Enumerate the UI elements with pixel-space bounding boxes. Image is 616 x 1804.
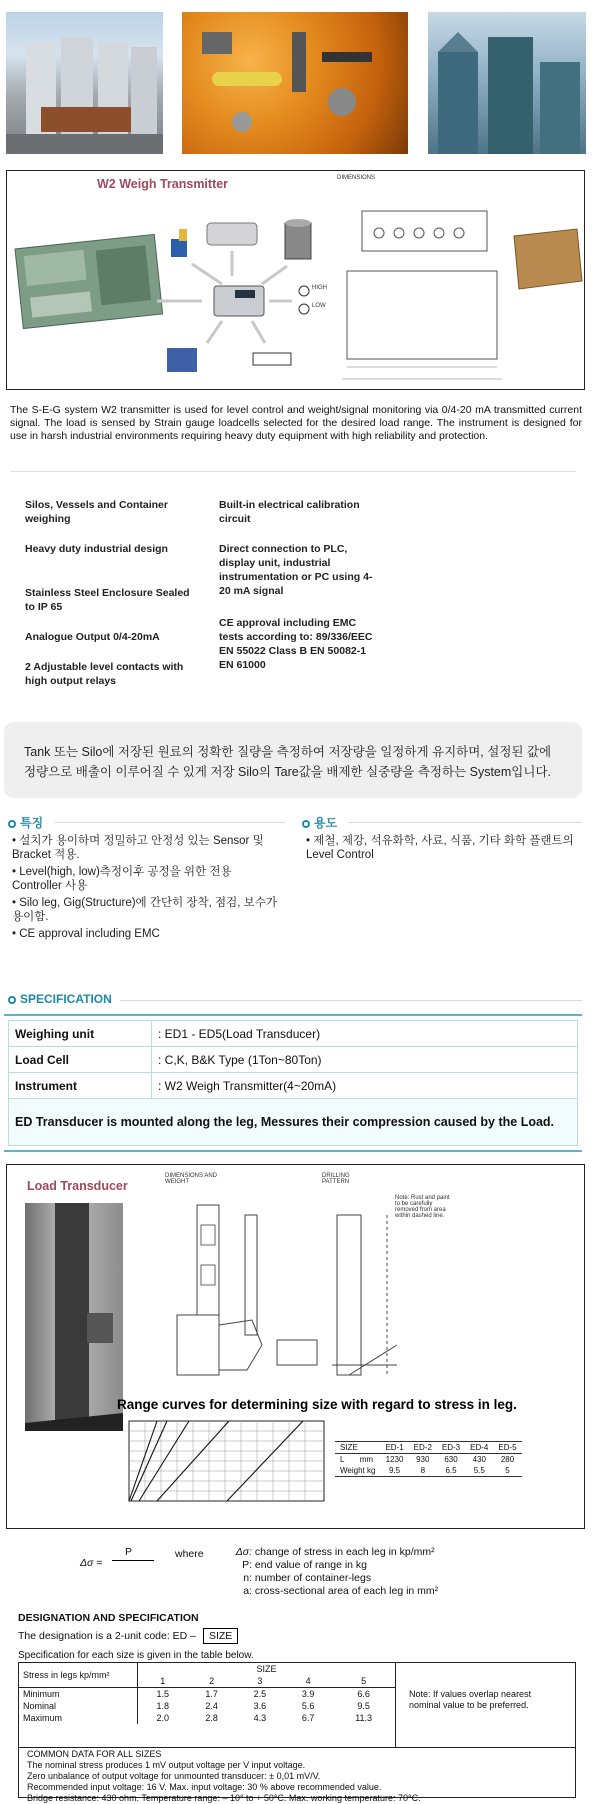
feature-list-right [219,498,379,672]
formula-lhs: Δσ = [80,1557,103,1569]
table-header: ED-2 [413,1443,432,1452]
formula-where: where [175,1548,204,1560]
stress-header: Stress in legs kp/mm² [19,1663,138,1688]
spec-panel [4,1014,582,1152]
spec-heading-text: SPECIFICATION [20,992,112,1006]
range-curves-title: Range curves for determining size with regard to stress in leg. [117,1397,517,1412]
designation-code [18,1628,238,1644]
table-cell: 6.5 [445,1466,457,1475]
table-cell: 630 [444,1455,458,1464]
table-row [9,1021,578,1047]
formula-fraction-line [112,1560,154,1561]
feature-item: Stainless Steel Enclosure Sealed to IP 65 [25,587,190,613]
formula-def-text: cross-sectional area of each leg in mm² [254,1585,439,1597]
table-header: ED-3 [441,1443,461,1452]
table-cell: 5 [505,1466,510,1475]
designation-table-box [18,1662,576,1803]
list-item-text: CE approval including EMC [19,928,160,940]
table-cell: 5.5 [473,1466,485,1475]
table-cell: 930 [416,1455,430,1464]
table-cell: 11.3 [355,1713,373,1723]
drilling-pattern-label: DRILLING PATTERN [322,1173,350,1185]
table-row [19,1700,395,1712]
dimensions-weight-label: DIMENSIONS AND WEIGHT [165,1173,218,1185]
features-heading-text: 특징 [20,816,44,830]
overlap-note: Note: If values overlap nearest nominal value to be preferred. [409,1689,532,1710]
list-item-text: 제철, 제강, 석유화학, 사료, 식품, 기타 화학 플랜트의 Level Control [306,835,574,861]
formula-def [230,1559,550,1572]
row-label: Nominal [19,1700,138,1712]
formula-symbol: P: [242,1559,252,1571]
formula-defs [230,1546,550,1598]
spec-heading [8,992,112,1006]
circle-bullet-icon [302,820,310,828]
table-cell: 8 [420,1466,426,1475]
size-col: 2 [209,1676,215,1686]
w2-diagram-frame [6,170,585,390]
dimensions-label: DIMENSIONS [337,175,376,181]
spec-value: : ED1 - ED5(Load Transducer) [152,1021,578,1047]
table-cell: L mm [340,1455,374,1464]
table-cell: 4.3 [253,1713,267,1723]
feature-item: Silos, Vessels and Container weighing [25,499,168,525]
list-item-text: 설치가 용이하며 정밀하고 안정성 있는 Sensor 및 Bracket 적용. [12,835,264,861]
size-col: 5 [361,1676,367,1686]
list-item: • 제철, 제강, 석유화학, 사료, 식품, 기타 화학 플랜트의 Level Control [306,835,574,861]
divider [348,822,582,823]
table-cell: 6.7 [301,1713,315,1723]
table-cell: 3.9 [301,1689,315,1699]
table-cell: 5.6 [301,1701,315,1711]
table-cell: 430 [472,1455,486,1464]
common-divider [19,1747,575,1748]
table-cell: 2.8 [205,1713,218,1723]
formula-numerator: P [125,1546,133,1558]
feature-list-left [25,498,195,688]
divider [55,822,285,823]
table-cell: 2.5 [253,1689,267,1699]
table-cell: 2.0 [156,1713,169,1723]
silo-photo [6,12,163,154]
formula-symbol: a: [243,1585,252,1597]
table-row [9,1099,578,1146]
table-cell: 9.5 [357,1701,370,1711]
row-label: Maximum [19,1712,138,1724]
uses-heading [302,814,337,831]
spec-key: Weighing unit [9,1021,152,1047]
table-header: ED-5 [498,1443,517,1452]
formula-symbol: n: [243,1572,252,1584]
yongdo-list [306,834,582,862]
table-cell: 6.6 [357,1689,370,1699]
size-header: SIZE [256,1664,277,1674]
drilling-note: Note: Rust and paint to be carefully removed from area within dashed line. [395,1195,450,1219]
features-heading [8,814,43,831]
formula-block [80,1543,580,1613]
formula-def-text: number of container-legs [254,1572,372,1584]
list-item-text: Silo leg, Gig(Structure)에 간단히 장착, 점검, 보수가 용이함. [12,897,277,923]
table-row [335,1465,522,1477]
list-item: • Silo leg, Gig(Structure)에 간단히 장착, 점검, 보수가 용이함. [12,897,277,923]
circle-bullet-icon [8,996,16,1004]
list-item: • Level(high, low)측정이후 공정을 위한 전용 Controller 사용 [12,866,232,892]
table-cell: 2.4 [205,1701,218,1711]
feature-item: Built-in electrical calibration circuit [219,499,360,525]
formula-def-text: change of stress in each leg in kp/mm² [254,1546,435,1558]
spec-key: Instrument [9,1073,152,1099]
table-cell: 3.6 [253,1701,267,1711]
formula-symbol: Δσ: [235,1546,252,1558]
formula-def [230,1585,550,1598]
common-line: Recommended input voltage: 16 V. Max. input voltage: 30 % above recommended value. [27,1782,382,1792]
table-row [19,1712,395,1724]
table-divider [395,1663,396,1747]
summary-text: Tank 또는 Silo에 저장된 원료의 정확한 질량을 측정하여 저장량을 일정하게 유지하며, 설정된 값에 정량으로 배출이 이루어질 수 있게 저장 Silo의 Tare값을 배제한 실중량을 측정하는 System입니다. [24,745,552,779]
tokjing-list [12,834,284,941]
circle-bullet-icon [8,820,16,828]
table-header: ED-1 [385,1443,404,1452]
table-row [19,1663,395,1675]
summary-box [4,722,582,798]
w2-title: W2 Weigh Transmitter [97,177,229,191]
list-item-text: Level(high, low)측정이후 공정을 위한 전용 Controller 사용 [12,866,232,892]
feature-item: CE approval including EMC tests according to: 89/336/EEC EN 55022 Class B EN 50082-1 EN 61000 [219,617,373,671]
table-cell: 1230 [385,1455,404,1464]
table-cell: Weight kg [340,1466,376,1475]
common-line: Bridge resistance: 430 ohm. Temperature range: – 10° to + 50°C. Max. working temperature: 70°C. [27,1793,421,1803]
table-row [335,1454,522,1466]
row-label: Minimum [19,1688,138,1701]
range-curves-chart [117,1417,332,1517]
table-row [9,1047,578,1073]
stress-table [19,1663,395,1724]
size-box: SIZE [203,1628,238,1644]
size-table [335,1441,522,1477]
table-row [335,1442,522,1454]
formula-def-text: end value of range in kg [254,1559,368,1571]
divider [120,1000,582,1001]
designation-spec-note: Specification for each size is given in the table below. [18,1650,254,1661]
transducer-drawing [157,1195,517,1395]
high-label: HIGH [312,285,327,291]
load-transducer-frame [6,1164,585,1529]
designation-title: DESIGNATION AND SPECIFICATION [18,1612,199,1624]
leg-photo [25,1203,123,1431]
spec-table [8,1020,578,1146]
common-title: COMMON DATA FOR ALL SIZES [27,1749,162,1759]
spec-key: Load Cell [9,1047,152,1073]
size-col: 1 [160,1676,166,1686]
table-header: SIZE [340,1443,358,1452]
list-item: • 설치가 용이하며 정밀하고 안정성 있는 Sensor 및 Bracket 적용. [12,835,264,861]
size-col: 3 [257,1676,263,1686]
feature-item: 2 Adjustable level contacts with high output relays [25,661,184,687]
common-line: The nominal stress produces 1 mV output voltage per V input voltage. [27,1760,306,1770]
spec-value: : W2 Weigh Transmitter(4~20mA) [152,1073,578,1099]
spec-value: : C,K, B&K Type (1Ton~80Ton) [152,1047,578,1073]
table-cell: 1.5 [156,1689,169,1699]
common-data [27,1749,567,1804]
divider [10,471,576,472]
table-row [9,1073,578,1099]
table-row [19,1688,395,1701]
table-cell: 280 [500,1455,515,1464]
list-item: • CE approval including EMC [12,928,160,940]
feature-item: Direct connection to PLC, display unit, industrial instrumentation or PC using 4-20 mA signal [219,543,373,597]
designation-code-text: The designation is a 2-unit code: ED – [18,1630,197,1642]
feature-item: Heavy duty industrial design [25,543,168,555]
table-cell: 9.5 [388,1466,401,1475]
formula-def [230,1546,550,1559]
feature-item: Analogue Output 0/4-20mA [25,631,160,643]
table-cell: 1.7 [205,1689,218,1699]
w2-system-diagram [7,171,584,389]
uses-heading-text: 용도 [314,816,338,830]
intro-paragraph: The S-E-G system W2 transmitter is used for level control and weight/signal monitoring via 0/4-20 mA transmitted current signal. The load is sensed by Strain gauge loadcells selected for the desired load range. The instrument is designed for use in harsh industrial environments requiring heavy duty equipment with high reliability and protection. [10,404,582,442]
transducer-parts-photo [182,12,408,154]
table-cell: 1.8 [156,1701,169,1711]
plant-silo-photo [428,12,586,154]
formula-def [230,1572,550,1585]
common-line: Zero unbalance of output voltage for unmounted transducer: ± 0,01 mV/V. [27,1771,321,1781]
table-header: ED-4 [470,1443,489,1452]
size-col: 4 [305,1676,311,1686]
low-label: LOW [312,303,326,309]
spec-note: ED Transducer is mounted along the leg, Messures their compression caused by the Load. [9,1099,578,1146]
load-transducer-title: Load Transducer [27,1179,128,1193]
